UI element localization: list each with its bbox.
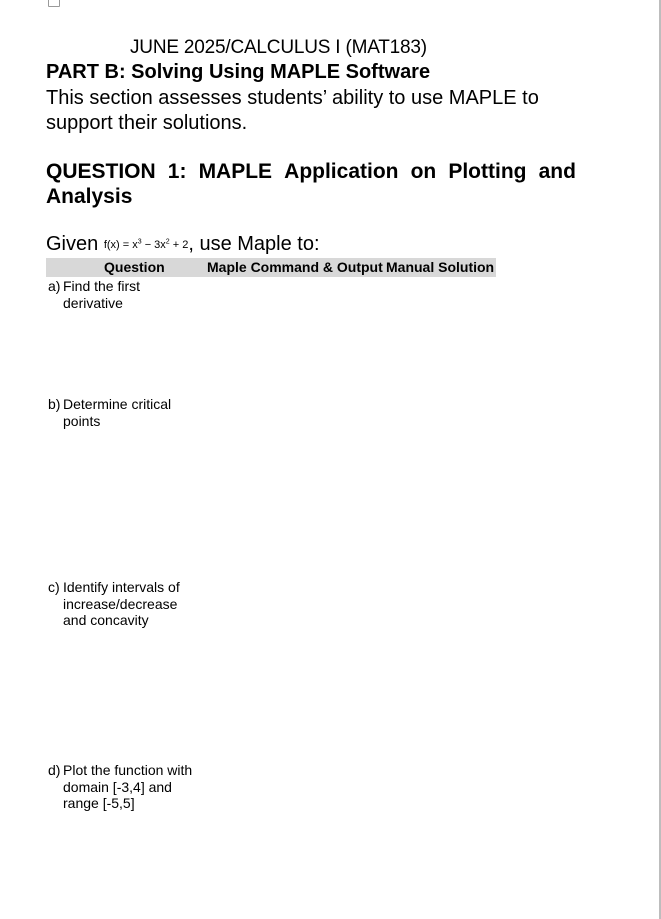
- table-header: [46, 258, 496, 277]
- title-word: MAPLE: [198, 160, 273, 183]
- section-intro: This section assesses students’ ability to use MAPLE to support their solutions.: [46, 87, 539, 134]
- column-header-manual: Manual Solution: [386, 259, 495, 275]
- title-word: QUESTION: [46, 160, 156, 183]
- row-letter: a): [48, 278, 61, 294]
- table-row: [48, 396, 188, 429]
- question-title: [46, 159, 576, 209]
- title-word: Application: [284, 160, 399, 183]
- part-title: PART B: Solving Using MAPLE Software: [46, 61, 431, 83]
- formula-exponent: 3: [137, 238, 142, 246]
- formula-lhs: f(x) = x: [103, 239, 138, 251]
- column-header-maple: Maple Command & Output: [207, 259, 383, 275]
- given-statement: [46, 233, 320, 256]
- row-letter: c): [48, 579, 60, 595]
- row-question-text: Identify intervals of increase/decrease and concavity: [63, 579, 180, 628]
- row-question-text: Plot the function with domain [-3,4] and range [-5,5]: [63, 762, 193, 811]
- function-formula: [104, 239, 189, 251]
- row-letter: b): [48, 396, 61, 412]
- table-row: [48, 278, 188, 311]
- formula-tail: + 2: [169, 239, 189, 251]
- row-question-text: Find the first derivative: [63, 278, 141, 311]
- question-title-line2: Analysis: [46, 185, 133, 208]
- row-letter: d): [48, 762, 61, 778]
- table-row: [48, 579, 193, 629]
- title-word: Plotting: [448, 160, 527, 183]
- given-prefix: Given: [46, 233, 99, 255]
- title-word: 1:: [167, 160, 187, 183]
- row-question-text: Determine critical points: [63, 396, 172, 429]
- question-title-line1: [46, 159, 576, 184]
- column-header-question: Question: [104, 259, 165, 275]
- formula-mid: − 3x: [141, 239, 166, 251]
- checkbox[interactable]: [48, 0, 60, 7]
- table-row: [48, 762, 208, 812]
- exam-header: JUNE 2025/CALCULUS I (MAT183): [130, 37, 427, 58]
- title-word: on: [410, 160, 437, 183]
- formula-exponent: 2: [165, 238, 170, 246]
- given-suffix: , use Maple to:: [188, 233, 320, 255]
- title-word: and: [538, 160, 576, 183]
